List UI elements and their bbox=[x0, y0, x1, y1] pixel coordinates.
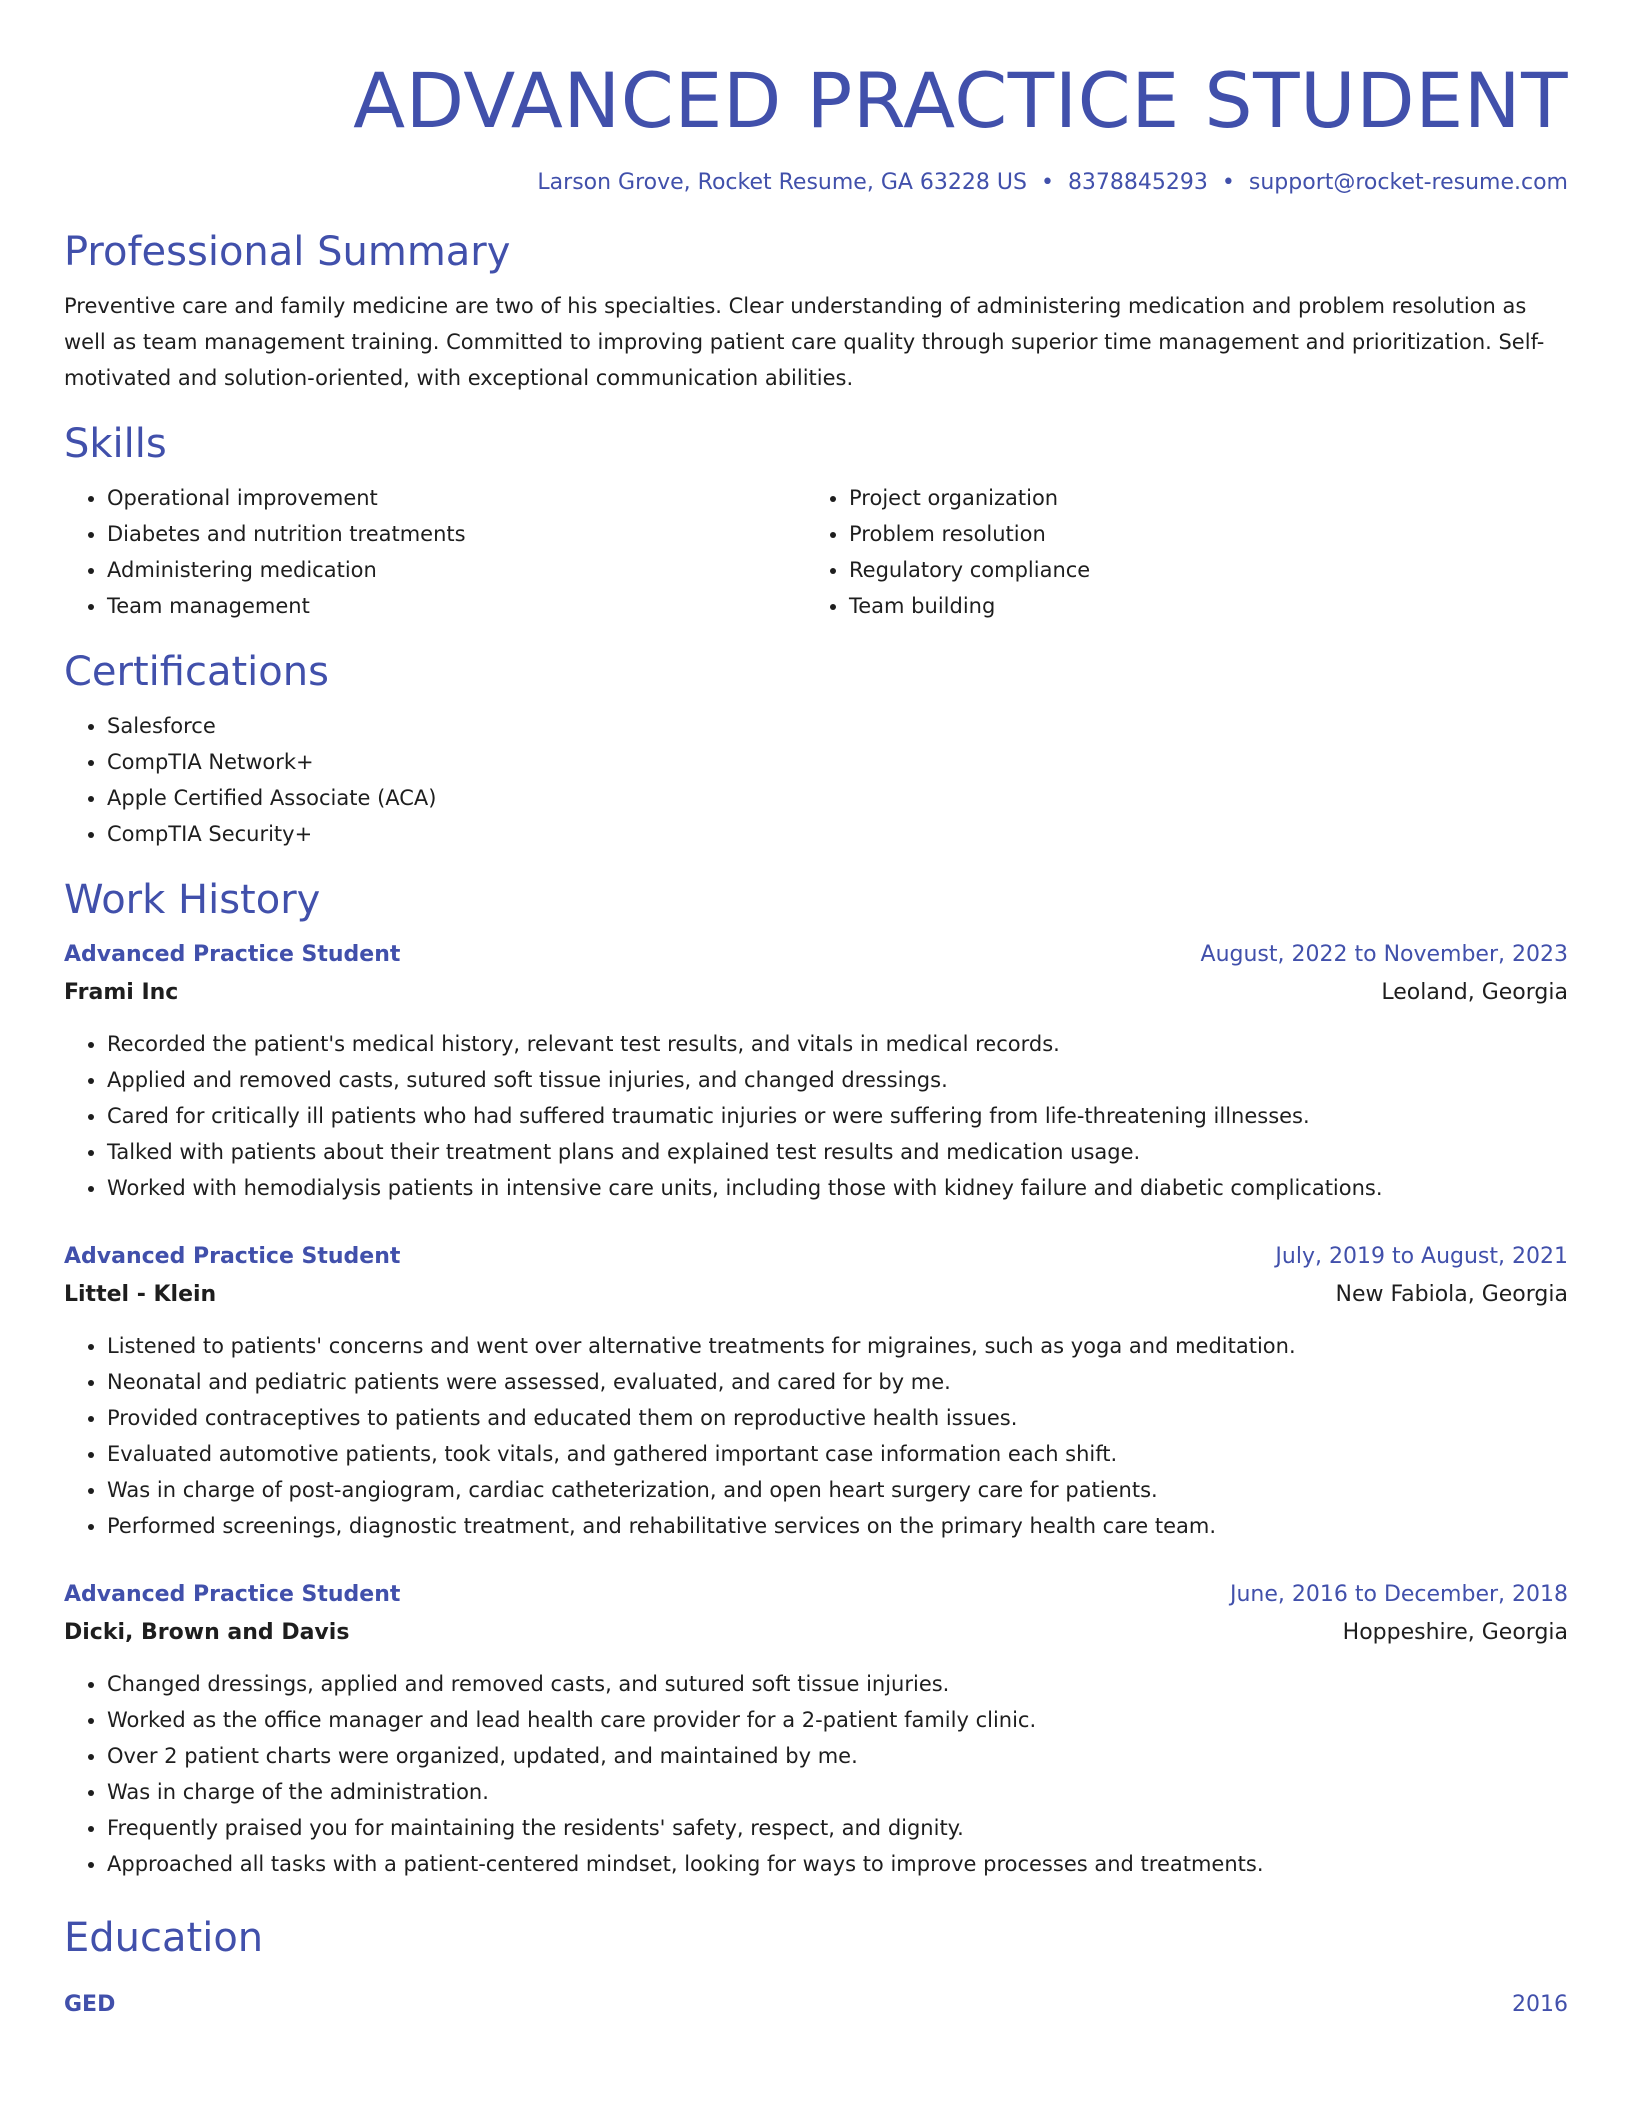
job-bullet: • Frequently praised you for maintaining the residents' safety, respect, and dignity. bbox=[107, 1810, 1568, 1846]
job-title: Advanced Practice Student bbox=[64, 1244, 401, 1269]
job-bullet: • Evaluated automotive patients, took vitals, and gathered important case information each shift. bbox=[107, 1436, 1568, 1472]
summary-heading: Professional Summary bbox=[64, 229, 511, 275]
skill-item: • Operational improvement bbox=[107, 480, 806, 516]
work-history-section bbox=[64, 874, 1568, 1882]
skill-item: • Regulatory compliance bbox=[849, 552, 1548, 588]
certifications-list bbox=[64, 708, 1568, 852]
job-bullet: • Worked with hemodialysis patients in intensive care units, including those with kidney failure and diabetic complications. bbox=[107, 1170, 1568, 1206]
skills-section bbox=[64, 418, 1568, 624]
skills-columns bbox=[64, 480, 1568, 624]
job-company: Dicki, Brown and Davis bbox=[64, 1620, 350, 1645]
skill-item: • Team building bbox=[849, 588, 1548, 624]
job-company: Littel - Klein bbox=[64, 1282, 217, 1307]
job-bullet: • Neonatal and pediatric patients were assessed, evaluated, and cared for by me. bbox=[107, 1364, 1568, 1400]
skill-item: • Project organization bbox=[849, 480, 1548, 516]
job-header-row bbox=[64, 1238, 1568, 1276]
job-bullet: • Listened to patients' concerns and went over alternative treatments for migraines, such as yoga and meditation. bbox=[107, 1328, 1568, 1364]
job-title: Advanced Practice Student bbox=[64, 942, 401, 967]
job-dates: August, 2022 to November, 2023 bbox=[1200, 942, 1568, 967]
certifications-heading: Certifications bbox=[64, 649, 329, 695]
education-heading: Education bbox=[64, 1915, 264, 1961]
job-bullet: • Changed dressings, applied and removed casts, and sutured soft tissue injuries. bbox=[107, 1666, 1568, 1702]
job-dates: June, 2016 to December, 2018 bbox=[1229, 1582, 1568, 1607]
skills-list-left bbox=[64, 480, 806, 624]
job-company-row bbox=[64, 1276, 1568, 1314]
job-bullet: • Was in charge of the administration. bbox=[107, 1774, 1568, 1810]
skill-item: • Diabetes and nutrition treatments bbox=[107, 516, 806, 552]
education-degree: GED bbox=[64, 1992, 116, 2017]
job-bullet: • Approached all tasks with a patient-centered mindset, looking for ways to improve processes and treatments. bbox=[107, 1846, 1568, 1882]
job-bullet: • Performed screenings, diagnostic treatment, and rehabilitative services on the primary health care team. bbox=[107, 1508, 1568, 1544]
job-bullets bbox=[64, 1026, 1568, 1206]
job-location: Hoppeshire, Georgia bbox=[1342, 1620, 1568, 1645]
job-dates: July, 2019 to August, 2021 bbox=[1275, 1244, 1568, 1269]
work-history-heading: Work History bbox=[64, 877, 321, 923]
certification-item: • CompTIA Network+ bbox=[107, 744, 1568, 780]
resume-header bbox=[64, 0, 1568, 198]
job-header-row bbox=[64, 936, 1568, 974]
skill-item: • Problem resolution bbox=[849, 516, 1548, 552]
job-location: Leoland, Georgia bbox=[1381, 980, 1568, 1005]
job-entry bbox=[64, 1238, 1568, 1544]
certification-item: • CompTIA Security+ bbox=[107, 816, 1568, 852]
summary-section bbox=[64, 226, 1568, 396]
job-title: Advanced Practice Student bbox=[64, 1582, 401, 1607]
certification-item: • Salesforce bbox=[107, 708, 1568, 744]
job-entry bbox=[64, 936, 1568, 1206]
contact-email[interactable]: support@rocket-resume.com bbox=[1248, 170, 1568, 195]
job-company-row bbox=[64, 974, 1568, 1012]
job-bullet: • Provided contraceptives to patients and educated them on reproductive health issues. bbox=[107, 1400, 1568, 1436]
education-section bbox=[64, 1912, 1568, 2024]
contact-separator: • bbox=[1040, 170, 1054, 195]
contact-address: Larson Grove, Rocket Resume, GA 63228 US bbox=[537, 170, 1027, 195]
certification-item: • Apple Certified Associate (ACA) bbox=[107, 780, 1568, 816]
candidate-name: ADVANCED PRACTICE STUDENT bbox=[353, 56, 1568, 145]
skill-item: • Team management bbox=[107, 588, 806, 624]
job-bullet: • Was in charge of post-angiogram, cardiac catheterization, and open heart surgery care for patients. bbox=[107, 1472, 1568, 1508]
job-bullet: • Recorded the patient's medical history, relevant test results, and vitals in medical records. bbox=[107, 1026, 1568, 1062]
contact-phone: 8378845293 bbox=[1067, 170, 1208, 195]
job-entry bbox=[64, 1576, 1568, 1882]
job-bullets bbox=[64, 1666, 1568, 1882]
education-year: 2016 bbox=[1512, 1992, 1568, 2017]
job-header-row bbox=[64, 1576, 1568, 1614]
skills-list-right bbox=[806, 480, 1548, 624]
job-bullet: • Over 2 patient charts were organized, updated, and maintained by me. bbox=[107, 1738, 1568, 1774]
education-entry bbox=[64, 1986, 1568, 2024]
job-bullets bbox=[64, 1328, 1568, 1544]
skill-item: • Administering medication bbox=[107, 552, 806, 588]
job-bullet: • Applied and removed casts, sutured soft tissue injuries, and changed dressings. bbox=[107, 1062, 1568, 1098]
certifications-section bbox=[64, 646, 1568, 852]
summary-text: Preventive care and family medicine are two of his specialties. Clear understanding of administering medication and problem resolution as well as team management training. Committed to improving patient care quality through superior time management and prioritization. Self-motivated and solution-oriented, with exceptional communication abilities. bbox=[64, 294, 1545, 390]
contact-line bbox=[64, 168, 1568, 198]
job-company: Frami Inc bbox=[64, 980, 179, 1005]
job-bullet: • Worked as the office manager and lead health care provider for a 2-patient family clinic. bbox=[107, 1702, 1568, 1738]
contact-separator: • bbox=[1221, 170, 1235, 195]
job-bullet: • Cared for critically ill patients who had suffered traumatic injuries or were suffering from life-threatening illnesses. bbox=[107, 1098, 1568, 1134]
job-location: New Fabiola, Georgia bbox=[1335, 1282, 1568, 1307]
job-company-row bbox=[64, 1614, 1568, 1652]
job-bullet: • Talked with patients about their treatment plans and explained test results and medication usage. bbox=[107, 1134, 1568, 1170]
skills-heading: Skills bbox=[64, 421, 167, 467]
